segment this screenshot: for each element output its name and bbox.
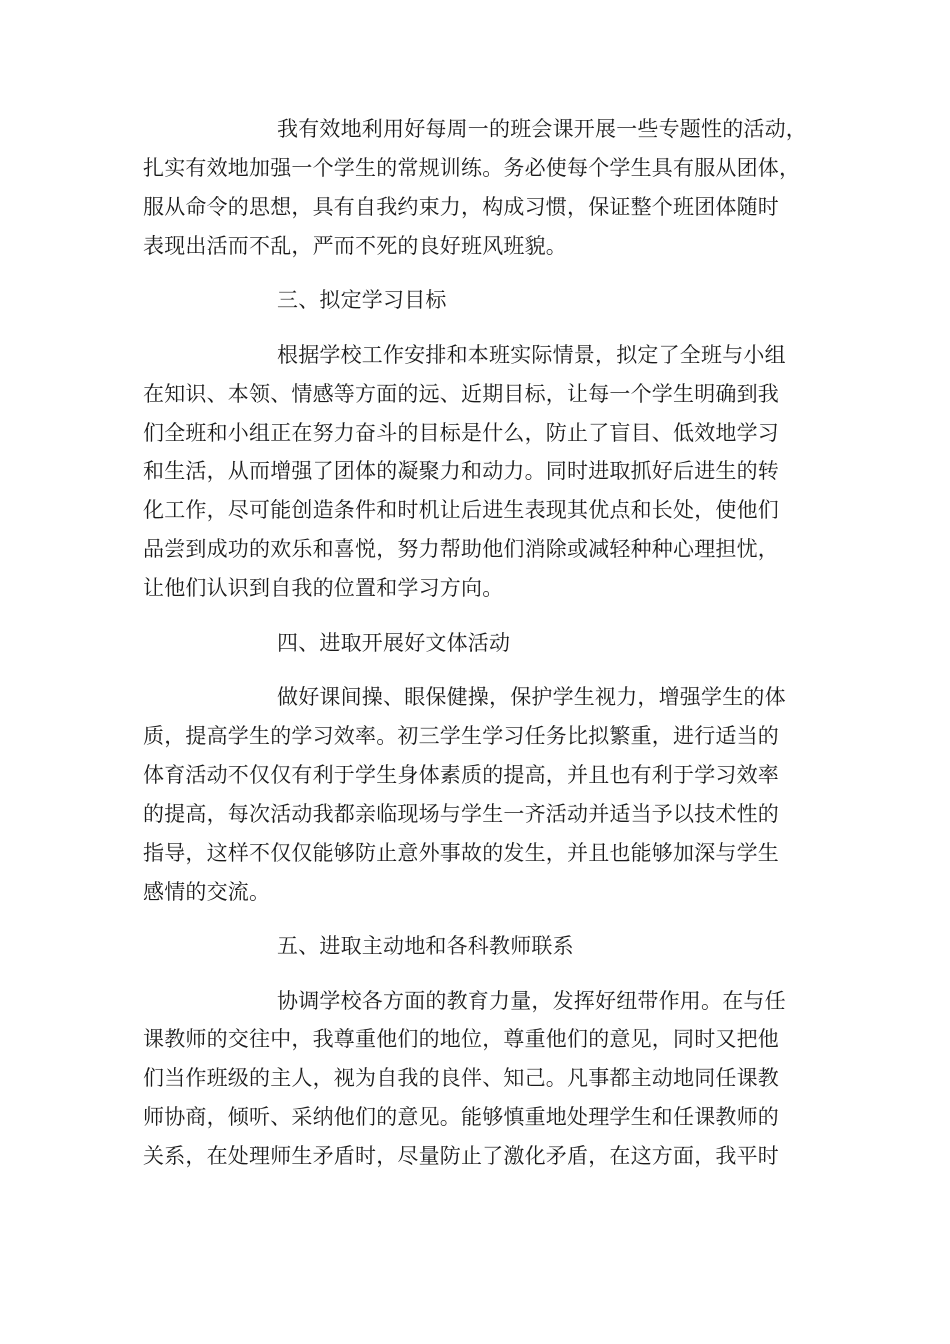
paragraph-line: 服从命令的思想，具有自我约束力，构成习惯，保证整个班团体随时 bbox=[143, 195, 779, 219]
section-heading: 五、进取主动地和各科教师联系 bbox=[277, 934, 574, 958]
paragraph-line: 协调学校各方面的教育力量，发挥好纽带作用。在与任 bbox=[277, 989, 786, 1013]
paragraph-line: 质，提高学生的学习效率。初三学生学习任务比拟繁重，进行适当的 bbox=[143, 724, 779, 748]
paragraph-line: 们全班和小组正在努力奋斗的目标是什么，防止了盲目、低效地学习 bbox=[143, 421, 779, 445]
section-heading: 三、拟定学习目标 bbox=[277, 288, 447, 312]
paragraph-line: 的提高，每次活动我都亲临现场与学生一齐活动并适当予以技术性的 bbox=[143, 802, 779, 826]
paragraph-line: 师协商，倾听、采纳他们的意见。能够慎重地处理学生和任课教师的 bbox=[143, 1105, 779, 1129]
paragraph-line: 关系，在处理师生矛盾时，尽量防止了激化矛盾，在这方面，我平时 bbox=[143, 1144, 779, 1168]
paragraph-line: 在知识、本领、情感等方面的远、近期目标，让每一个学生明确到我 bbox=[143, 382, 779, 406]
paragraph-line: 化工作，尽可能创造条件和时机让后进生表现其优点和长处，使他们 bbox=[143, 498, 779, 522]
paragraph-line: 做好课间操、眼保健操，保护学生视力，增强学生的体 bbox=[277, 685, 786, 709]
paragraph-line: 表现出活而不乱，严而不死的良好班风班貌。 bbox=[143, 234, 567, 258]
paragraph-line: 扎实有效地加强一个学生的常规训练。务必使每个学生具有服从团体， bbox=[143, 156, 801, 180]
section-heading: 四、进取开展好文体活动 bbox=[277, 631, 511, 655]
paragraph-line: 品尝到成功的欢乐和喜悦，努力帮助他们消除或减轻种种心理担忧， bbox=[143, 537, 779, 561]
paragraph-line: 体育活动不仅仅有利于学生身体素质的提高，并且也有利于学习效率 bbox=[143, 763, 779, 787]
paragraph-line: 根据学校工作安排和本班实际情景，拟定了全班与小组 bbox=[277, 343, 786, 367]
paragraph-line: 我有效地利用好每周一的班会课开展一些专题性的活动， bbox=[277, 117, 807, 141]
paragraph-line: 指导，这样不仅仅能够防止意外事故的发生，并且也能够加深与学生 bbox=[143, 841, 779, 865]
paragraph-line: 让他们认识到自我的位置和学习方向。 bbox=[143, 576, 504, 600]
paragraph-line: 课教师的交往中，我尊重他们的地位，尊重他们的意见，同时又把他 bbox=[143, 1027, 779, 1051]
paragraph-line: 们当作班级的主人，视为自我的良伴、知己。凡事都主动地同任课教 bbox=[143, 1066, 779, 1090]
paragraph-line: 感情的交流。 bbox=[143, 880, 271, 904]
paragraph-line: 和生活，从而增强了团体的凝聚力和动力。同时进取抓好后进生的转 bbox=[143, 459, 779, 483]
